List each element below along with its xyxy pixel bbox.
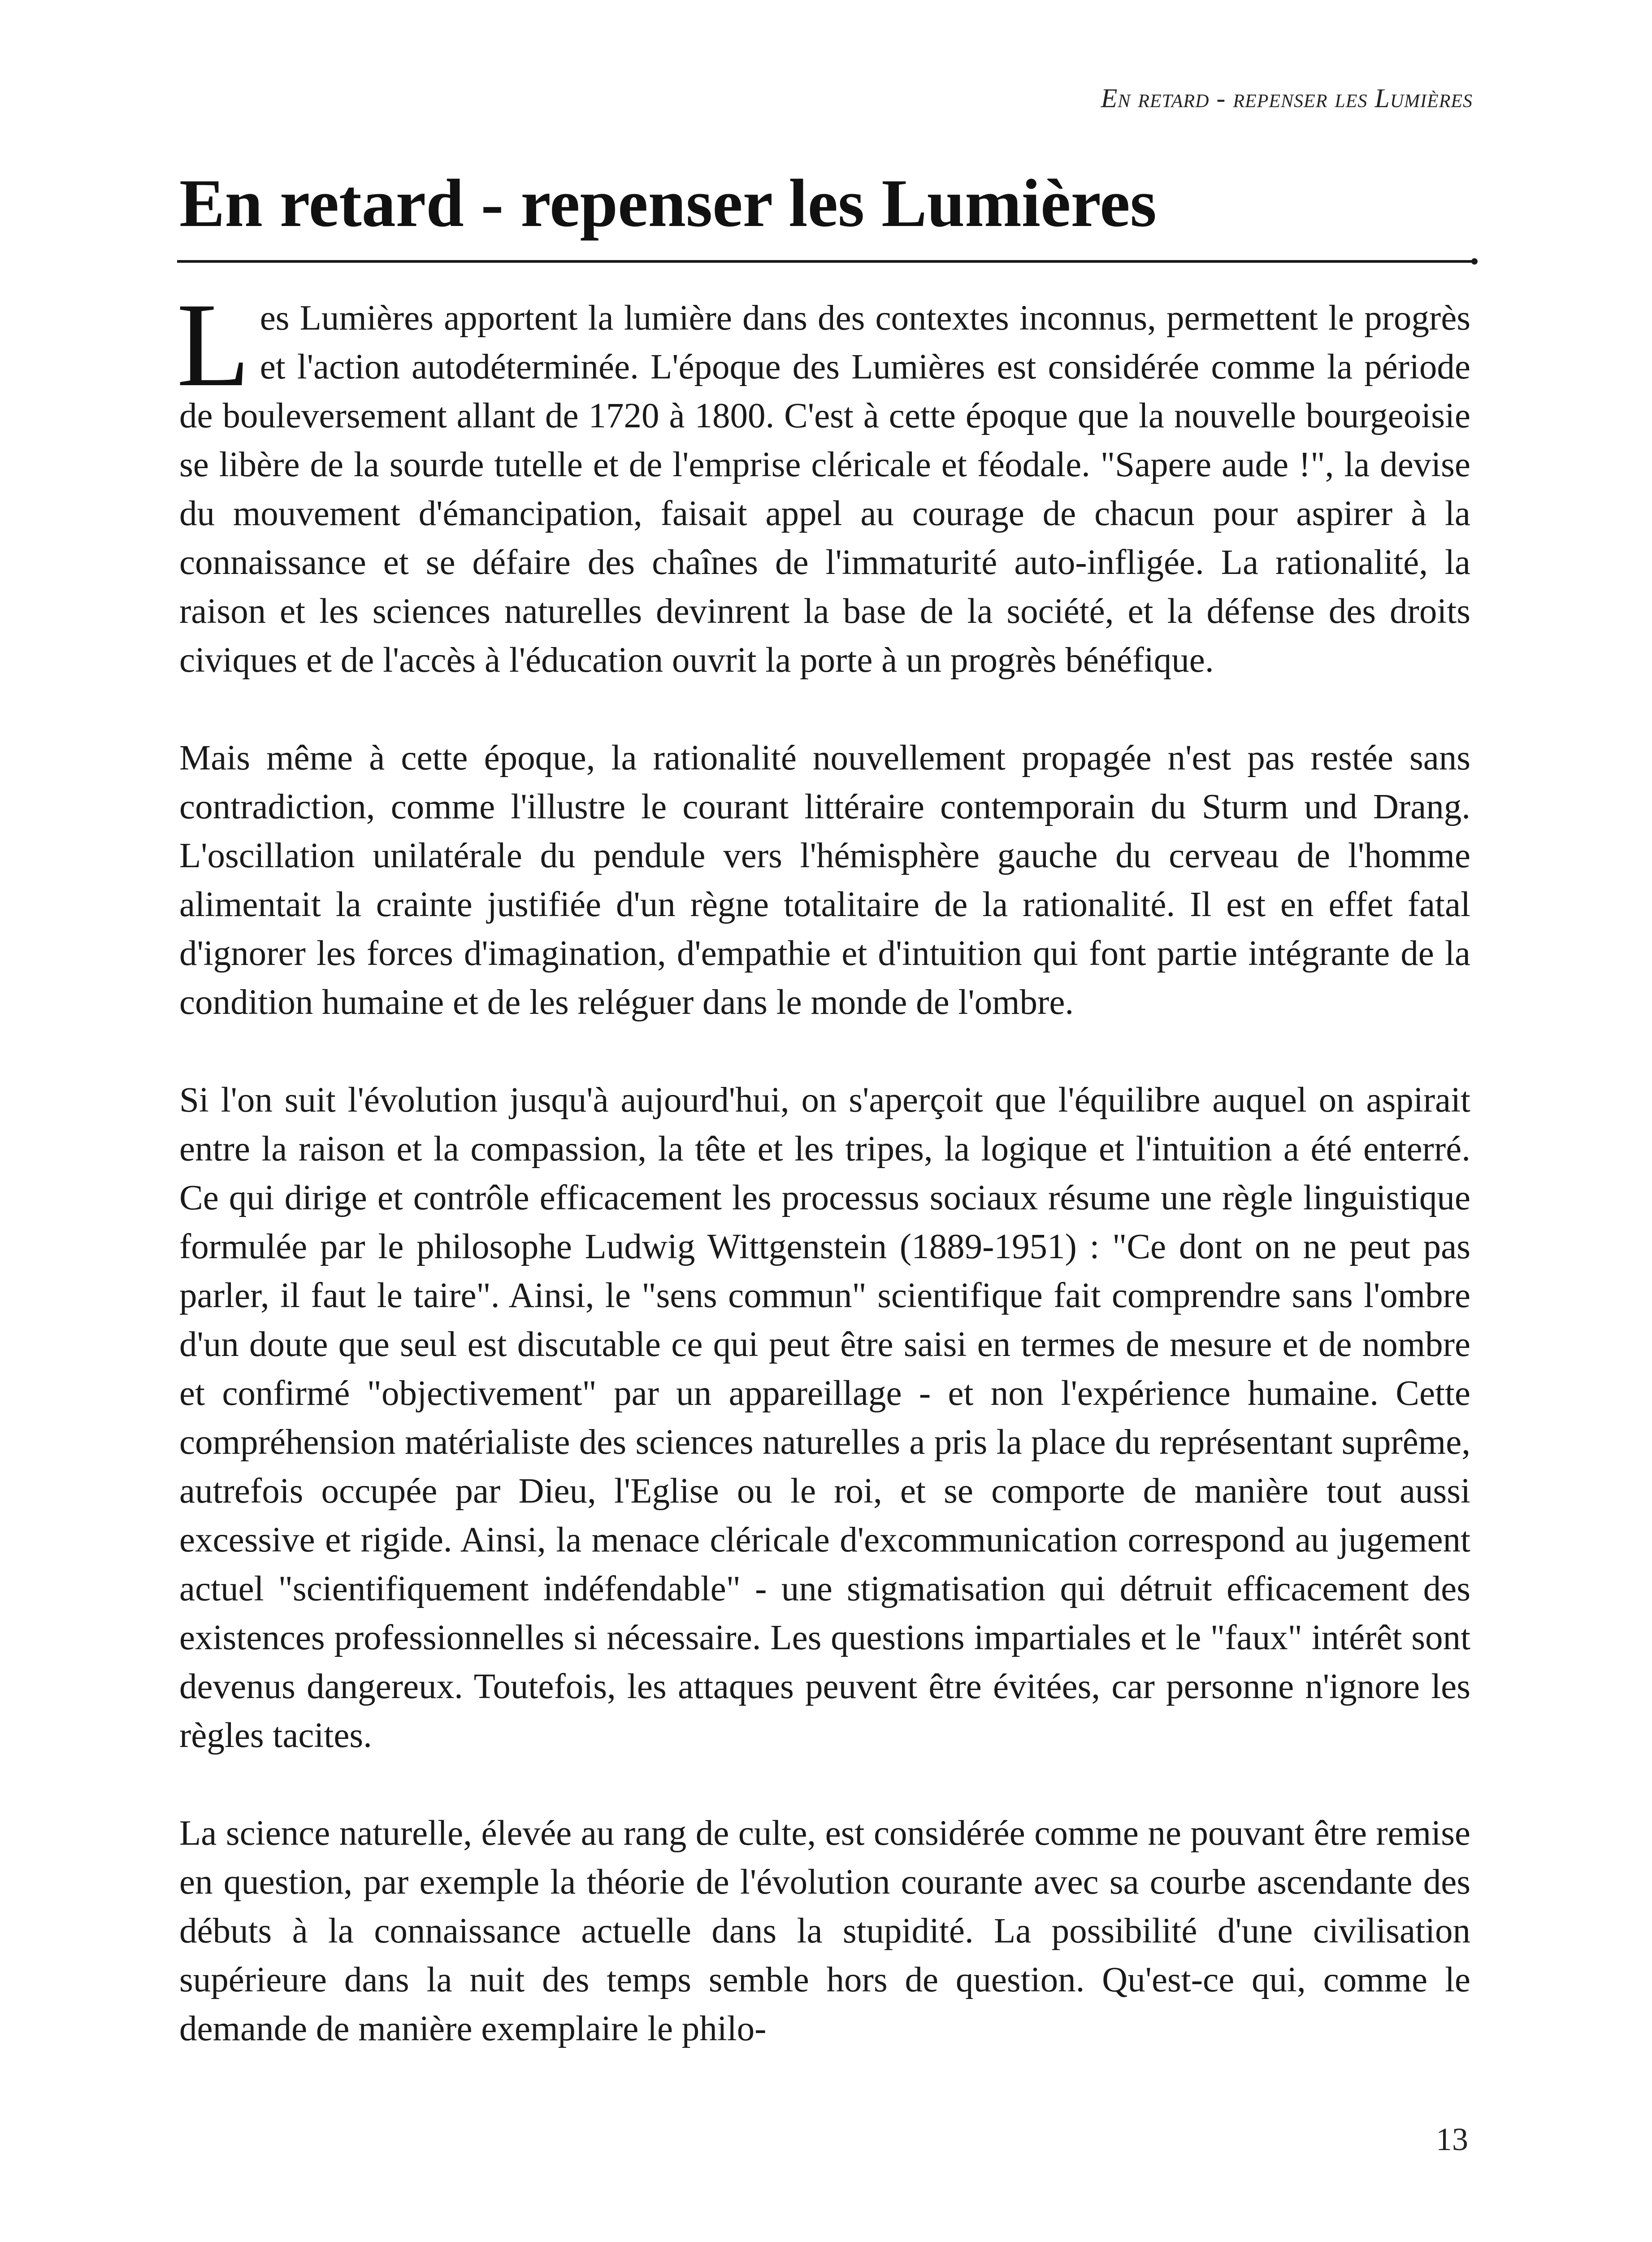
paragraph-2: Mais même à cette époque, la rationalité nouvellement propagée n'est pas restée sans contradiction, comme l'illustre le courant littéraire contemporain du Sturm und Drang. L'oscillation unilatérale du pendule vers l'hémisphère gauche du cerveau de l'homme alimentait la crainte justifiée d'un règne totalitaire de la rationalité. Il est en effet fatal d'ignorer les forces d'imagination, d'empathie et d'intuition qui font partie intégrante de la condition humaine et de les reléguer dans le monde de l'ombre.	[179, 739, 1470, 1022]
paragraph-3: Si l'on suit l'évolution jusqu'à aujourd'hui, on s'aperçoit que l'équilibre auquel on aspirait entre la raison et la compassion, la tête et les tripes, la logique et l'intuition a été enterré. Ce qui dirige et contrôle efficacement les processus sociaux résume une règle linguistique formulée par le philosophe Ludwig Wittgenstein (1889-1951) : "Ce dont on ne peut pas parler, il faut le taire". Ainsi, le "sens commun" scientifique fait comprendre sans l'ombre d'un doute que seul est discutable ce qui peut être saisi en termes de mesure et de nombre et confirmé "objectivement" par un appareillage - et non l'expérience humaine. Cette compréhension matérialiste des sciences naturelles a pris la place du représentant suprême, autrefois occupée par Dieu, l'Eglise ou le roi, et se comporte de manière tout aussi excessive et rigide. Ainsi, la menace cléricale d'excommunication correspond au jugement actuel "scientifiquement indéfendable" - une stigmatisation qui détruit efficacement des existences professionnelles si nécessaire. Les questions impartiales et le "faux" intérêt sont devenus dangereux. Toutefois, les attaques peuvent être évitées, car personne n'ignore les règles tacites.	[179, 1081, 1470, 1755]
paragraph-1-text: es Lumières apportent la lumière dans des contextes inconnus, permettent le progrès et l'action autodéterminée. L'époque des Lumières est considérée comme la période de bouleversement allant de 1720 à 1800. C'est à cette époque que la nouvelle bourgeoisie se libère de la sourde tutelle et de l'emprise cléricale et féodale. "Sapere aude !", la devise du mouvement d'émancipation, faisait appel au courage de chacun pour aspirer à la connaissance et se défaire des chaînes de l'immaturité auto-infligée. La rationalité, la raison et les sciences naturelles devinrent la base de la société, et la défense des droits civiques et de l'accès à l'éducation ouvrit la porte à un progrès bénéfique.	[179, 299, 1470, 680]
body-text	[177, 278, 1470, 2053]
drop-cap: L	[177, 278, 250, 411]
page-number: 13	[1436, 2121, 1468, 2157]
paragraph-4: La science naturelle, élevée au rang de culte, est considérée comme ne pouvant être remise en question, par exemple la théorie de l'évolution courante avec sa courbe ascendante des débuts à la connaissance actuelle dans la stupidité. La possibilité d'une civilisation supérieure dans la nuit des temps semble hors de question. Qu'est-ce qui, comme le demande de manière exemplaire le philo-	[179, 1814, 1470, 2048]
paragraph-1	[177, 278, 1470, 685]
page-title: En retard - repenser les Lumières	[179, 165, 1157, 241]
title-rule	[177, 260, 1475, 263]
running-head: En retard - repenser les Lumières	[1101, 83, 1473, 113]
